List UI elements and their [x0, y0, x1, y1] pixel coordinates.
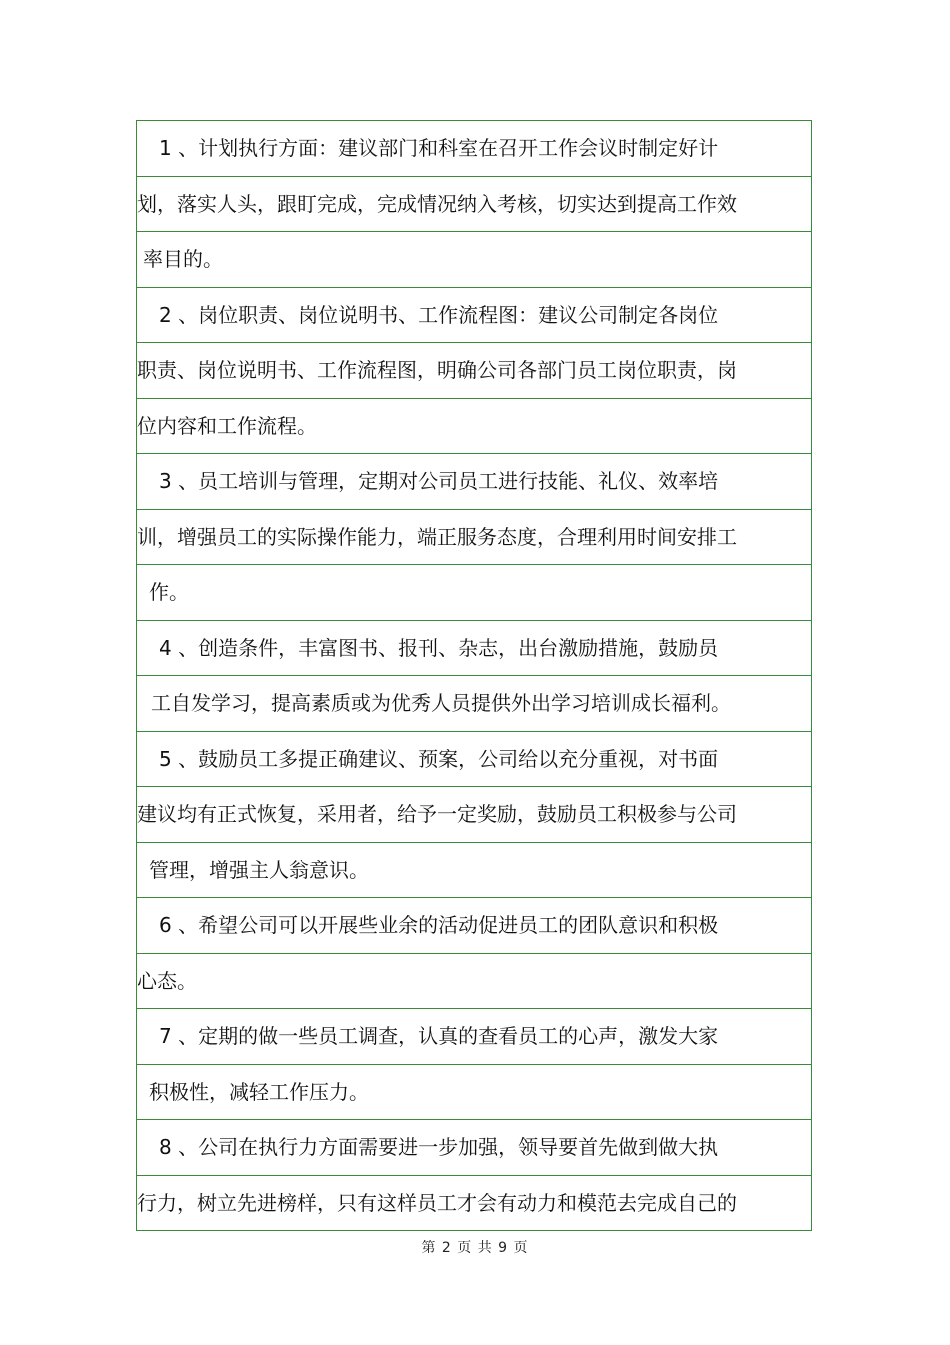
- row-text: 5 、鼓励员工多提正确建议、预案，公司给以充分重视，对书面: [159, 746, 719, 771]
- text-row: [137, 621, 811, 677]
- row-text: 4 、创造条件，丰富图书、报刊、杂志，出台激励措施，鼓励员: [159, 635, 719, 660]
- row-text: 心态。: [137, 968, 197, 993]
- text-row: [137, 898, 811, 954]
- row-text: 积极性，减轻工作压力。: [149, 1079, 369, 1104]
- row-text: 8 、公司在执行力方面需要进一步加强，领导要首先做到做大执: [159, 1135, 719, 1160]
- text-row: [137, 343, 811, 399]
- text-row: [137, 121, 811, 177]
- row-text: 位内容和工作流程。: [137, 413, 317, 438]
- row-text: 工自发学习，提高素质或为优秀人员提供外出学习培训成长福利。: [151, 691, 731, 716]
- row-text: 率目的。: [143, 247, 223, 272]
- text-row: [137, 454, 811, 510]
- text-row: [137, 843, 811, 899]
- text-row: [137, 787, 811, 843]
- row-text: 作。: [149, 580, 189, 605]
- text-row: [137, 177, 811, 233]
- text-row: [137, 1065, 811, 1121]
- row-text: 管理，增强主人翁意识。: [149, 857, 369, 882]
- text-row: [137, 1009, 811, 1065]
- row-text: 6 、希望公司可以开展些业余的活动促进员工的团队意识和积极: [159, 913, 719, 938]
- text-row: [137, 288, 811, 344]
- text-row: [137, 1176, 811, 1232]
- row-text: 建议均有正式恢复，采用者，给予一定奖励，鼓励员工积极参与公司: [137, 802, 737, 827]
- text-row: [137, 1120, 811, 1176]
- row-text: 1 、计划执行方面：建议部门和科室在召开工作会议时制定好计: [159, 136, 719, 161]
- text-row: [137, 565, 811, 621]
- text-row: [137, 676, 811, 732]
- row-text: 7 、定期的做一些员工调查，认真的查看员工的心声，激发大家: [159, 1024, 719, 1049]
- row-text: 划，落实人头，跟盯完成，完成情况纳入考核，切实达到提高工作效: [137, 191, 737, 216]
- content-grid: [136, 120, 812, 1231]
- text-row: [137, 954, 811, 1010]
- text-row: [137, 732, 811, 788]
- row-text: 3 、员工培训与管理，定期对公司员工进行技能、礼仪、效率培: [159, 469, 719, 494]
- text-row: [137, 399, 811, 455]
- row-text: 职责、岗位说明书、工作流程图，明确公司各部门员工岗位职责，岗: [137, 358, 737, 383]
- text-row: [137, 232, 811, 288]
- page-number-footer: 第 2 页 共 9 页: [421, 1240, 529, 1256]
- text-row: [137, 510, 811, 566]
- row-text: 训，增强员工的实际操作能力，端正服务态度，合理利用时间安排工: [137, 524, 737, 549]
- row-text: 行力，树立先进榜样，只有这样员工才会有动力和模范去完成自己的: [137, 1191, 737, 1216]
- row-text: 2 、岗位职责、岗位说明书、工作流程图：建议公司制定各岗位: [159, 302, 719, 327]
